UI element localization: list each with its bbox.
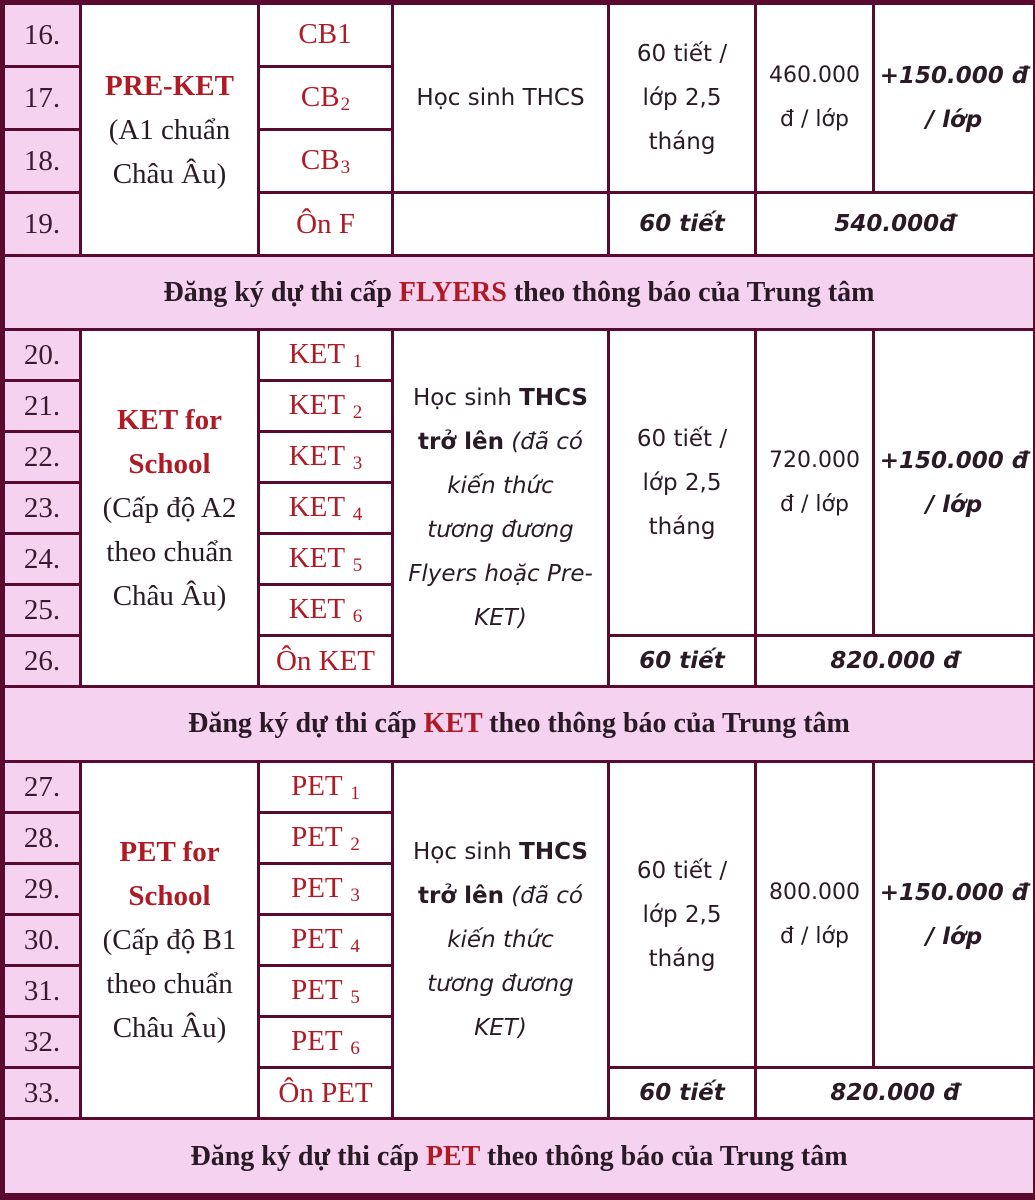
duration-cell: 60 tiết / lớp 2,5 tháng bbox=[609, 4, 756, 193]
review-class: Ôn KET bbox=[259, 636, 393, 687]
row-number: 16. bbox=[4, 4, 81, 67]
row-number: 17. bbox=[4, 67, 81, 130]
register-row bbox=[4, 1119, 1035, 1195]
review-duration: 60 tiết bbox=[609, 1068, 756, 1119]
duration-cell: 60 tiết / lớp 2,5 tháng bbox=[609, 330, 756, 636]
row-number: 26. bbox=[4, 636, 81, 687]
level-desc-line: (A1 chuẩn bbox=[108, 113, 231, 146]
level-cell-ket: KET for School (Cấp độ A2 theo chuẩn Châu Âu) bbox=[81, 330, 259, 687]
empty-cell bbox=[393, 193, 609, 256]
level-name: PRE-KET bbox=[105, 69, 234, 102]
exam-name: KET bbox=[423, 708, 483, 739]
class-code: CB1 bbox=[259, 4, 393, 67]
exam-name: FLYERS bbox=[398, 276, 507, 308]
row-number: 33. bbox=[4, 1068, 81, 1119]
extra-fee-cell: +150.000 đ / lớp bbox=[874, 330, 1035, 636]
class-code: KET $_6$ bbox=[259, 585, 393, 636]
row-number: 24. bbox=[4, 534, 81, 585]
row-number: 31. bbox=[4, 966, 81, 1017]
level-name: School bbox=[128, 448, 211, 480]
review-fee: 540.000đ bbox=[756, 193, 1035, 256]
target-cell: Học sinh THCS bbox=[393, 4, 609, 193]
extra-fee-cell: +150.000 đ / lớp bbox=[874, 4, 1035, 193]
extra-fee-cell: +150.000 đ / lớp bbox=[874, 762, 1035, 1068]
row-number: 27. bbox=[4, 762, 81, 813]
class-code: PET $_3$ bbox=[259, 864, 393, 915]
class-code: KET $_5$ bbox=[259, 534, 393, 585]
class-code: PET $_6$ bbox=[259, 1017, 393, 1068]
row-number: 21. bbox=[4, 381, 81, 432]
target-cell: Học sinh THCS trở lên (đã có kiến thức tương đương Flyers hoặc Pre- KET) bbox=[393, 330, 609, 687]
class-code: KET $_3$ bbox=[259, 432, 393, 483]
class-code: KET $_1$ bbox=[259, 330, 393, 381]
row-number: 25. bbox=[4, 585, 81, 636]
target-cell: Học sinh THCS trở lên (đã có kiến thức tương đương KET) bbox=[393, 762, 609, 1119]
row-number: 19. bbox=[4, 193, 81, 256]
level-desc-line: Châu Âu) bbox=[112, 157, 227, 190]
table-row bbox=[4, 762, 1035, 813]
row-number: 28. bbox=[4, 813, 81, 864]
level-cell-pet: PET for School (Cấp độ B1 theo chuẩn Châu Âu) bbox=[81, 762, 259, 1119]
register-notice: Đăng ký dự thi cấp KET theo thông báo của Trung tâm bbox=[4, 687, 1035, 762]
fee-cell: 800.000 đ / lớp bbox=[756, 762, 874, 1068]
fee-cell: 720.000 đ / lớp bbox=[756, 330, 874, 636]
row-number: 32. bbox=[4, 1017, 81, 1068]
table-row bbox=[4, 4, 1035, 67]
row-number: 23. bbox=[4, 483, 81, 534]
register-row bbox=[4, 256, 1035, 330]
level-name: KET for bbox=[117, 404, 222, 436]
register-notice: Đăng ký dự thi cấp FLYERS theo thông báo của Trung tâm bbox=[4, 256, 1035, 330]
register-row bbox=[4, 687, 1035, 762]
fee-cell: 460.000 đ / lớp bbox=[756, 4, 874, 193]
class-code: KET $_4$ bbox=[259, 483, 393, 534]
class-code: KET $_2$ bbox=[259, 381, 393, 432]
review-duration: 60 tiết bbox=[609, 193, 756, 256]
row-number: 20. bbox=[4, 330, 81, 381]
review-class: Ôn F bbox=[259, 193, 393, 256]
row-number: 22. bbox=[4, 432, 81, 483]
class-code: $CB_2$ bbox=[259, 67, 393, 130]
class-code: PET $_2$ bbox=[259, 813, 393, 864]
duration-cell: 60 tiết / lớp 2,5 tháng bbox=[609, 762, 756, 1068]
review-class: Ôn PET bbox=[259, 1068, 393, 1119]
row-number: 30. bbox=[4, 915, 81, 966]
level-cell-pre-ket bbox=[81, 4, 259, 256]
row-number: 18. bbox=[4, 130, 81, 193]
class-code: PET $_4$ bbox=[259, 915, 393, 966]
course-fee-table bbox=[2, 2, 1035, 1196]
row-number: 29. bbox=[4, 864, 81, 915]
register-notice: Đăng ký dự thi cấp PET theo thông báo của Trung tâm bbox=[4, 1119, 1035, 1195]
exam-name: PET bbox=[425, 1140, 480, 1172]
table-row bbox=[4, 330, 1035, 381]
review-fee: 820.000 đ bbox=[756, 1068, 1035, 1119]
class-code: PET $_1$ bbox=[259, 762, 393, 813]
review-fee: 820.000 đ bbox=[756, 636, 1035, 687]
review-duration: 60 tiết bbox=[609, 636, 756, 687]
class-code: $CB_3$ bbox=[259, 130, 393, 193]
class-code: PET $_5$ bbox=[259, 966, 393, 1017]
level-name: School bbox=[128, 880, 211, 912]
level-name: PET for bbox=[119, 836, 220, 868]
